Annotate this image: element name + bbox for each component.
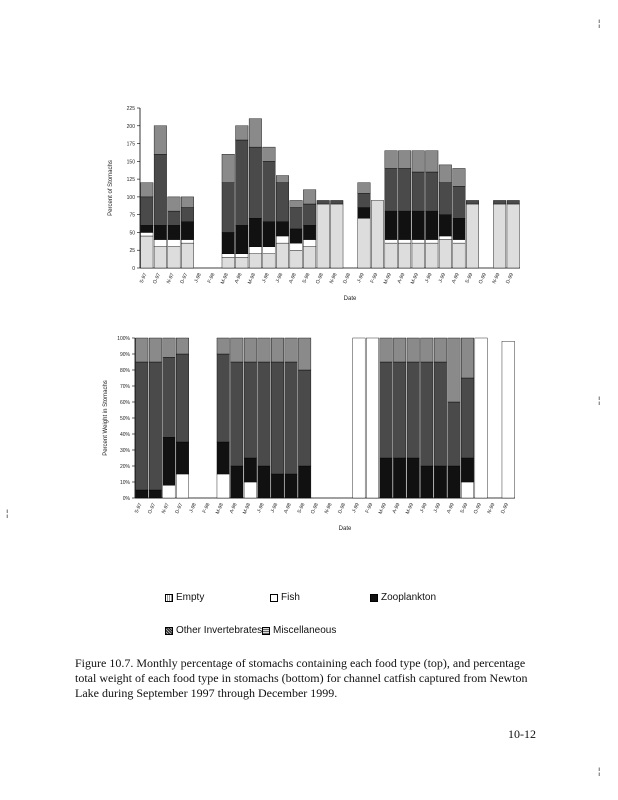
x-tick-label: N-99 bbox=[491, 272, 502, 285]
bar-segment-zooplankton bbox=[263, 222, 275, 247]
x-tick-label: M-98 bbox=[214, 502, 226, 516]
bar-segment-fish bbox=[398, 240, 410, 244]
bar-segment-miscellaneous bbox=[136, 338, 148, 362]
bar-segment-other-invertebrates bbox=[231, 362, 243, 466]
bar-segment-zooplankton bbox=[176, 442, 188, 474]
bar-segment-miscellaneous bbox=[421, 338, 433, 362]
bar-segment-other-invertebrates bbox=[380, 362, 392, 458]
x-tick-label: J-99 bbox=[432, 502, 443, 514]
bar-segment-miscellaneous bbox=[154, 126, 166, 154]
bar-segment-miscellaneous bbox=[168, 197, 180, 211]
bar-segment-empty bbox=[263, 254, 275, 268]
bar-segment-other-invertebrates bbox=[331, 200, 343, 204]
x-tick-label: O-97 bbox=[152, 272, 163, 285]
bar-segment-miscellaneous bbox=[244, 338, 256, 362]
bar-segment-other-invertebrates bbox=[168, 211, 180, 225]
legend-item-miscellaneous bbox=[262, 625, 336, 636]
bar-segment-miscellaneous bbox=[358, 183, 370, 194]
bar-segment-other-invertebrates bbox=[507, 200, 519, 204]
bar-segment-fish bbox=[181, 240, 193, 244]
x-tick-label: O-98 bbox=[309, 502, 321, 515]
bar-segment-zooplankton bbox=[285, 474, 297, 498]
y-tick-label: 90% bbox=[119, 352, 130, 358]
x-tick-label: J-99 bbox=[356, 272, 366, 284]
bar-segment-fish bbox=[217, 474, 229, 498]
x-tick-label: S-99 bbox=[459, 502, 470, 515]
bar-segment-empty bbox=[507, 204, 519, 268]
bar-segment-zooplankton bbox=[136, 490, 148, 498]
bar-segment-other-invertebrates bbox=[407, 362, 419, 458]
y-axis-label: Percent of Stomachs bbox=[108, 160, 114, 216]
bar-segment-miscellaneous bbox=[222, 154, 234, 182]
bar-segment-zooplankton bbox=[398, 211, 410, 239]
bar-segment-miscellaneous bbox=[398, 151, 410, 169]
bar-segment-other-invertebrates bbox=[236, 140, 248, 225]
bar-segment-other-invertebrates bbox=[181, 208, 193, 222]
bar-segment-fish bbox=[426, 240, 438, 244]
bar-segment-other-invertebrates bbox=[466, 200, 478, 204]
y-tick-label: 125 bbox=[126, 177, 135, 184]
x-tick-label: M-99 bbox=[377, 502, 388, 516]
bar-segment-miscellaneous bbox=[298, 338, 310, 370]
y-tick-label: 100% bbox=[117, 336, 130, 342]
bar-segment-other-invertebrates bbox=[398, 168, 410, 211]
bar-segment-other-invertebrates bbox=[276, 183, 288, 222]
legend-swatch-miscellaneous bbox=[262, 627, 270, 635]
bar-segment-fish bbox=[141, 232, 153, 236]
bar-segment-zooplankton bbox=[385, 211, 397, 239]
bar-segment-empty bbox=[181, 243, 193, 268]
bar-segment-other-invertebrates bbox=[426, 172, 438, 211]
x-tick-label: A-99 bbox=[450, 272, 461, 285]
x-tick-label: O-99 bbox=[472, 502, 483, 515]
bar-segment-zooplankton bbox=[412, 211, 424, 239]
bar-segment-empty bbox=[249, 254, 261, 268]
bar-segment-zooplankton bbox=[271, 474, 283, 498]
y-tick-label: 40% bbox=[119, 432, 130, 438]
bar-segment-other-invertebrates bbox=[303, 204, 315, 225]
x-tick-label: A-99 bbox=[391, 502, 402, 515]
bar-segment-fish bbox=[412, 240, 424, 244]
bar-segment-empty bbox=[453, 243, 465, 268]
bar-segment-fish bbox=[163, 485, 175, 498]
x-tick-label: J-99 bbox=[424, 272, 434, 284]
bar-segment-miscellaneous bbox=[231, 338, 243, 362]
bar-segment-fish bbox=[263, 247, 275, 254]
bar-segment-zooplankton bbox=[181, 222, 193, 240]
y-tick-label: 175 bbox=[126, 141, 135, 148]
x-tick-label: O-99 bbox=[477, 272, 488, 285]
legend-label-other-invertebrates: Other Invertebrates bbox=[176, 625, 263, 636]
bar-segment-fish bbox=[461, 482, 473, 498]
legend-item-fish bbox=[270, 592, 300, 603]
x-axis-label: Date bbox=[338, 526, 352, 532]
bar-segment-zooplankton bbox=[236, 225, 248, 253]
x-tick-label: S-98 bbox=[301, 272, 312, 285]
bar-segment-zooplankton bbox=[276, 222, 288, 236]
bar-segment-empty bbox=[493, 204, 505, 268]
legend-item-zooplankton bbox=[370, 592, 436, 603]
x-tick-label: A-98 bbox=[287, 272, 298, 285]
x-tick-label: S-97 bbox=[133, 502, 144, 515]
x-tick-label: J-98 bbox=[261, 272, 271, 284]
x-tick-label: M-99 bbox=[409, 272, 421, 286]
x-tick-label: J-98 bbox=[188, 502, 198, 514]
bar-segment-fish bbox=[439, 236, 451, 240]
x-tick-label: J-98 bbox=[256, 502, 266, 514]
legend-item-empty bbox=[165, 592, 204, 603]
y-tick-label: 20% bbox=[119, 464, 130, 470]
x-tick-label: M-99 bbox=[404, 502, 416, 516]
bar-segment-other-invertebrates bbox=[298, 370, 310, 466]
margin-mark: ¦ bbox=[598, 395, 601, 405]
x-tick-label: N-98 bbox=[323, 502, 334, 515]
y-axis-label: Percent Weight in Stomachs bbox=[103, 380, 109, 456]
legend-swatch-fish bbox=[270, 594, 278, 602]
bar-segment-other-invertebrates bbox=[176, 354, 188, 442]
bar-segment-empty bbox=[371, 200, 383, 268]
x-tick-label: O-98 bbox=[314, 272, 326, 285]
bar-segment-zooplankton bbox=[141, 225, 153, 232]
bar-segment-other-invertebrates bbox=[249, 147, 261, 218]
y-tick-label: 70% bbox=[119, 384, 130, 390]
bar-segment-other-invertebrates bbox=[493, 200, 505, 204]
x-tick-label: J-98 bbox=[274, 272, 285, 284]
bar-segment-fish bbox=[236, 254, 248, 258]
y-tick-label: 50 bbox=[129, 230, 135, 237]
bar-segment-other-invertebrates bbox=[258, 362, 270, 466]
bar-segment-empty bbox=[168, 247, 180, 268]
bar-segment-empty bbox=[331, 204, 343, 268]
bar-segment-other-invertebrates bbox=[439, 183, 451, 215]
legend-label-miscellaneous: Miscellaneous bbox=[273, 625, 337, 636]
x-tick-label: N-97 bbox=[165, 272, 176, 285]
y-tick-label: 80% bbox=[119, 368, 130, 374]
bar-segment-other-invertebrates bbox=[271, 362, 283, 474]
y-tick-label: 50% bbox=[119, 416, 130, 422]
bar-segment-other-invertebrates bbox=[149, 362, 161, 490]
y-tick-label: 30% bbox=[119, 448, 130, 454]
bar-segment-zooplankton bbox=[448, 466, 460, 498]
legend bbox=[165, 592, 495, 642]
x-tick-label: F-98 bbox=[206, 272, 217, 285]
bar-segment-zooplankton bbox=[421, 466, 433, 498]
bar-segment-fish bbox=[475, 338, 487, 498]
bar-segment-miscellaneous bbox=[439, 165, 451, 183]
bar-segment-other-invertebrates bbox=[358, 193, 370, 207]
x-tick-label: J-98 bbox=[193, 272, 203, 284]
x-tick-label: A-98 bbox=[233, 272, 244, 285]
x-tick-label: F-98 bbox=[201, 502, 212, 515]
bar-segment-miscellaneous bbox=[385, 151, 397, 169]
bar-segment-miscellaneous bbox=[249, 119, 261, 147]
bar-segment-fish bbox=[176, 474, 188, 498]
bar-segment-zooplankton bbox=[231, 466, 243, 498]
bar-segment-miscellaneous bbox=[141, 183, 153, 197]
bar-segment-miscellaneous bbox=[453, 168, 465, 186]
bar-segment-miscellaneous bbox=[426, 151, 438, 172]
bar-segment-fish bbox=[453, 240, 465, 244]
bar-segment-fish bbox=[502, 341, 514, 498]
legend-swatch-zooplankton bbox=[370, 594, 378, 602]
x-tick-label: J-99 bbox=[437, 272, 448, 284]
y-tick-label: 75 bbox=[129, 212, 135, 219]
x-tick-label: A-98 bbox=[282, 502, 293, 515]
bar-segment-fish bbox=[353, 338, 365, 498]
bar-segment-fish bbox=[290, 243, 302, 250]
x-tick-label: D-98 bbox=[337, 502, 348, 515]
bar-segment-other-invertebrates bbox=[412, 172, 424, 211]
bar-segment-other-invertebrates bbox=[385, 168, 397, 211]
x-tick-label: M-99 bbox=[382, 272, 393, 286]
y-tick-label: 0 bbox=[132, 266, 135, 272]
legend-label-zooplankton: Zooplankton bbox=[381, 592, 437, 603]
bar-segment-zooplankton bbox=[290, 229, 302, 243]
bar-segment-miscellaneous bbox=[176, 338, 188, 354]
bar-segment-empty bbox=[358, 218, 370, 268]
figure-caption: Figure 10.7. Monthly percentage of stomachs containing each food type (top), and percentage total weight of each food type in stomachs (bottom) for channel catfish captured from Newton Lake during September 1997 through December 1999. bbox=[75, 656, 528, 700]
x-tick-label: S-98 bbox=[296, 502, 307, 515]
bar-segment-other-invertebrates bbox=[263, 161, 275, 221]
x-tick-label: D-97 bbox=[174, 502, 185, 515]
bar-segment-zooplankton bbox=[380, 458, 392, 498]
x-tick-label: S-99 bbox=[464, 272, 475, 285]
legend-item-other-invertebrates bbox=[165, 625, 262, 636]
bar-segment-other-invertebrates bbox=[421, 362, 433, 466]
bar-segment-fish bbox=[222, 254, 234, 258]
bar-segment-empty bbox=[141, 236, 153, 268]
x-tick-label: D-97 bbox=[179, 272, 190, 285]
bar-segment-other-invertebrates bbox=[154, 154, 166, 225]
legend-label-empty: Empty bbox=[176, 592, 205, 603]
bottom-chart bbox=[95, 330, 525, 540]
y-tick-label: 225 bbox=[126, 106, 135, 112]
bar-segment-other-invertebrates bbox=[448, 402, 460, 466]
bar-segment-zooplankton bbox=[222, 232, 234, 253]
x-tick-label: M-98 bbox=[219, 272, 231, 286]
bar-segment-miscellaneous bbox=[448, 338, 460, 402]
bar-segment-empty bbox=[398, 243, 410, 268]
bar-segment-zooplankton bbox=[154, 225, 166, 239]
bar-segment-fish bbox=[385, 240, 397, 244]
x-tick-label: A-99 bbox=[445, 502, 456, 515]
bar-segment-empty bbox=[317, 204, 329, 268]
bar-segment-miscellaneous bbox=[217, 338, 229, 354]
bar-segment-empty bbox=[236, 257, 248, 268]
bar-segment-miscellaneous bbox=[263, 147, 275, 161]
bar-segment-empty bbox=[385, 243, 397, 268]
x-tick-label: D-99 bbox=[505, 272, 516, 285]
bar-segment-zooplankton bbox=[434, 466, 446, 498]
bar-segment-miscellaneous bbox=[236, 126, 248, 140]
bar-segment-miscellaneous bbox=[461, 338, 473, 378]
bar-segment-zooplankton bbox=[453, 218, 465, 239]
bar-segment-fish bbox=[276, 236, 288, 243]
legend-swatch-empty bbox=[165, 594, 173, 602]
margin-mark: ¦ bbox=[6, 508, 9, 518]
x-tick-label: J-99 bbox=[351, 502, 361, 514]
bar-segment-zooplankton bbox=[426, 211, 438, 239]
bar-segment-miscellaneous bbox=[412, 151, 424, 172]
bar-segment-other-invertebrates bbox=[453, 186, 465, 218]
bar-segment-empty bbox=[222, 257, 234, 268]
bar-segment-miscellaneous bbox=[303, 190, 315, 204]
bar-segment-zooplankton bbox=[298, 466, 310, 498]
y-tick-label: 25 bbox=[129, 248, 135, 255]
bar-segment-fish bbox=[303, 240, 315, 247]
bar-segment-miscellaneous bbox=[276, 176, 288, 183]
bar-segment-fish bbox=[366, 338, 378, 498]
bar-segment-other-invertebrates bbox=[244, 362, 256, 458]
bar-segment-other-invertebrates bbox=[163, 357, 175, 437]
bar-segment-empty bbox=[290, 250, 302, 268]
x-tick-label: N-97 bbox=[160, 502, 171, 515]
bar-segment-other-invertebrates bbox=[217, 354, 229, 442]
bar-segment-zooplankton bbox=[249, 218, 261, 246]
margin-mark: ¦ bbox=[598, 766, 601, 776]
bar-segment-empty bbox=[412, 243, 424, 268]
bar-segment-fish bbox=[154, 240, 166, 247]
bar-segment-other-invertebrates bbox=[136, 362, 148, 490]
x-tick-label: M-98 bbox=[241, 502, 253, 516]
bar-segment-empty bbox=[276, 243, 288, 268]
x-tick-label: A-99 bbox=[396, 272, 407, 285]
bar-segment-miscellaneous bbox=[163, 338, 175, 357]
bar-segment-miscellaneous bbox=[290, 200, 302, 207]
bar-segment-other-invertebrates bbox=[461, 378, 473, 458]
x-tick-label: J-98 bbox=[269, 502, 280, 514]
bar-segment-other-invertebrates bbox=[434, 362, 446, 466]
bar-segment-miscellaneous bbox=[149, 338, 161, 362]
y-tick-label: 200 bbox=[126, 123, 135, 130]
y-tick-label: 0% bbox=[122, 496, 130, 502]
bar-segment-fish bbox=[249, 247, 261, 254]
bar-segment-zooplankton bbox=[258, 466, 270, 498]
bar-segment-miscellaneous bbox=[407, 338, 419, 362]
bar-segment-empty bbox=[303, 247, 315, 268]
bar-segment-empty bbox=[426, 243, 438, 268]
bar-segment-miscellaneous bbox=[393, 338, 405, 362]
bar-segment-miscellaneous bbox=[434, 338, 446, 362]
bar-segment-zooplankton bbox=[439, 215, 451, 236]
x-tick-label: N-99 bbox=[486, 502, 497, 515]
x-tick-label: D-99 bbox=[500, 502, 511, 515]
bar-segment-zooplankton bbox=[244, 458, 256, 482]
bar-segment-zooplankton bbox=[303, 225, 315, 239]
bar-segment-fish bbox=[244, 482, 256, 498]
bar-segment-zooplankton bbox=[461, 458, 473, 482]
x-axis-label: Date bbox=[343, 296, 357, 302]
legend-swatch-other-invertebrates bbox=[165, 627, 173, 635]
x-tick-label: O-97 bbox=[147, 502, 158, 515]
x-tick-label: N-98 bbox=[328, 272, 339, 285]
bar-segment-empty bbox=[466, 204, 478, 268]
bar-segment-empty bbox=[439, 240, 451, 268]
bar-segment-miscellaneous bbox=[380, 338, 392, 362]
bar-segment-zooplankton bbox=[163, 437, 175, 485]
y-tick-label: 60% bbox=[119, 400, 130, 406]
margin-mark: ¦ bbox=[598, 18, 601, 28]
x-tick-label: A-98 bbox=[228, 502, 239, 515]
x-tick-label: S-97 bbox=[138, 272, 149, 285]
bar-segment-empty bbox=[154, 247, 166, 268]
bar-segment-zooplankton bbox=[217, 442, 229, 474]
bar-segment-other-invertebrates bbox=[317, 200, 329, 204]
bar-segment-other-invertebrates bbox=[141, 197, 153, 225]
bar-segment-miscellaneous bbox=[181, 197, 193, 208]
x-tick-label: M-98 bbox=[246, 272, 258, 286]
bar-segment-other-invertebrates bbox=[290, 208, 302, 229]
bar-segment-miscellaneous bbox=[271, 338, 283, 362]
bar-segment-miscellaneous bbox=[285, 338, 297, 362]
bar-segment-zooplankton bbox=[168, 225, 180, 239]
legend-label-fish: Fish bbox=[281, 592, 300, 603]
bar-segment-other-invertebrates bbox=[222, 183, 234, 233]
x-tick-label: D-98 bbox=[342, 272, 353, 285]
bar-segment-zooplankton bbox=[149, 490, 161, 498]
bar-segment-zooplankton bbox=[358, 208, 370, 219]
y-tick-label: 150 bbox=[126, 159, 135, 166]
bar-segment-fish bbox=[168, 240, 180, 247]
top-chart bbox=[100, 100, 530, 310]
bar-segment-zooplankton bbox=[393, 458, 405, 498]
bar-segment-miscellaneous bbox=[258, 338, 270, 362]
bar-segment-zooplankton bbox=[407, 458, 419, 498]
y-tick-label: 100 bbox=[126, 194, 135, 201]
page-number: 10-12 bbox=[508, 727, 536, 741]
x-tick-label: J-99 bbox=[419, 502, 429, 514]
x-tick-label: F-99 bbox=[369, 272, 380, 285]
x-tick-label: F-99 bbox=[364, 502, 375, 515]
bar-segment-other-invertebrates bbox=[393, 362, 405, 458]
y-tick-label: 10% bbox=[119, 480, 130, 486]
bar-segment-other-invertebrates bbox=[285, 362, 297, 474]
